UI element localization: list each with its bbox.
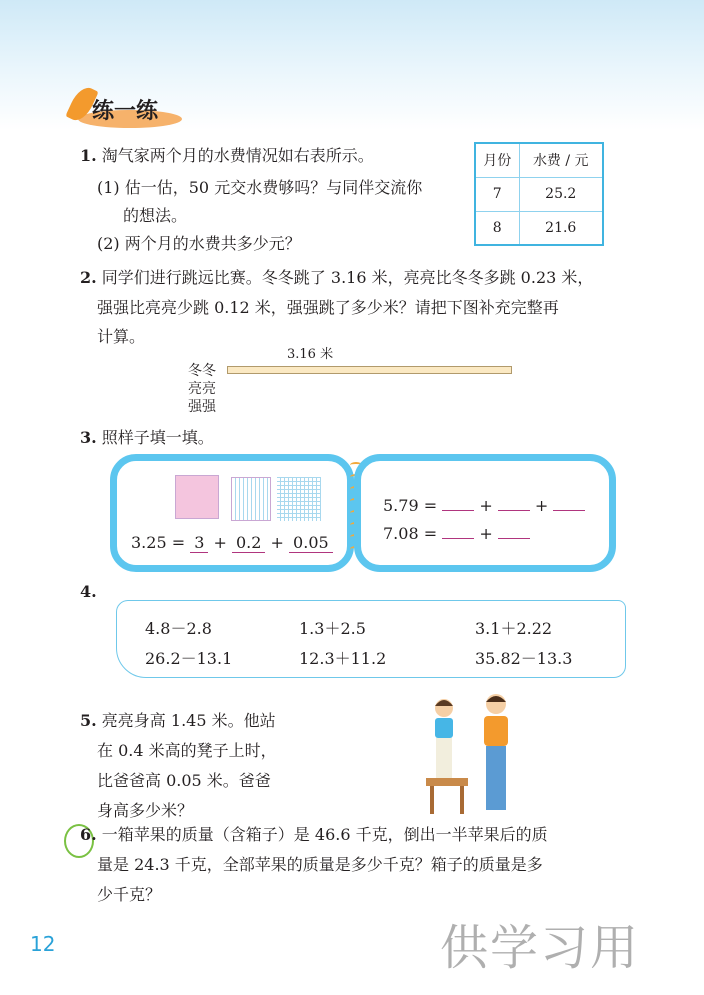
q2-line3: 计算。 <box>97 327 146 346</box>
q1-text: 1. 淘气家两个月的水费情况如右表所示。 <box>80 146 374 165</box>
example-equation: 3.25 = 3 + 0.2 + 0.05 <box>131 533 333 553</box>
equation-708[interactable]: 7.08 = + <box>383 523 530 544</box>
q2-line1: 2. 同学们进行跳远比赛。冬冬跳了 3.16 米，亮亮比冬冬多跳 0.23 米， <box>80 268 594 287</box>
example-card <box>110 454 354 572</box>
water-fee-table: 月份 水费 / 元 7 25.2 8 21.6 <box>474 142 604 246</box>
calc-item: 26.2－13.1 <box>145 649 233 668</box>
hundred-block <box>175 475 219 519</box>
hundredths-block <box>277 477 321 521</box>
bar-label: 3.16 米 <box>287 347 334 362</box>
q6-text: 6. 一箱苹果的质量（含箱子）是 46.6 千克，倒出一半苹果后的质 量是 24.3 千克，全部苹果的质量是多少千克？箱子的质量是多 少千克？ <box>80 825 548 904</box>
q1-part2: (2) 两个月的水费共多少元？ <box>97 234 301 253</box>
calc-item: 4.8－2.8 <box>145 619 212 638</box>
calc-item: 12.3＋11.2 <box>299 649 387 668</box>
section-title-text: 练一练 <box>92 99 159 124</box>
q4-scroll <box>116 600 626 678</box>
q2-line2: 强强比亮亮少跳 0.12 米，强强跳了多少米？请把下图补充完整再 <box>97 298 559 317</box>
q5-text: 5. 亮亮身高 1.45 米。他站 在 0.4 米高的凳子上时， 比爸爸高 0.05 米。爸爸 身高多少米？ <box>80 711 277 820</box>
watermark: 供学习用 <box>440 920 641 976</box>
q1-part1: (1) 估一估，50 元交水费够吗？与同伴交流你 <box>97 178 423 197</box>
section-title <box>78 92 182 132</box>
equation-579[interactable]: 5.79 = + + <box>383 495 585 516</box>
calc-item: 35.82－13.3 <box>475 649 573 668</box>
calc-item: 1.3＋2.5 <box>299 619 366 638</box>
calc-item: 3.1＋2.22 <box>475 619 553 638</box>
exercise-card <box>354 454 616 572</box>
bar-names: 冬冬 亮亮 强强 <box>188 363 216 415</box>
page-number: 12 <box>30 932 56 956</box>
q4-num: 4. <box>80 582 97 601</box>
tenths-block <box>231 477 271 521</box>
dongdong-bar <box>227 366 512 374</box>
q1-part1-cont: 的想法。 <box>123 206 188 225</box>
q3-text: 3. 照样子填一填。 <box>80 428 214 447</box>
boy-and-father-illustration <box>420 690 530 820</box>
